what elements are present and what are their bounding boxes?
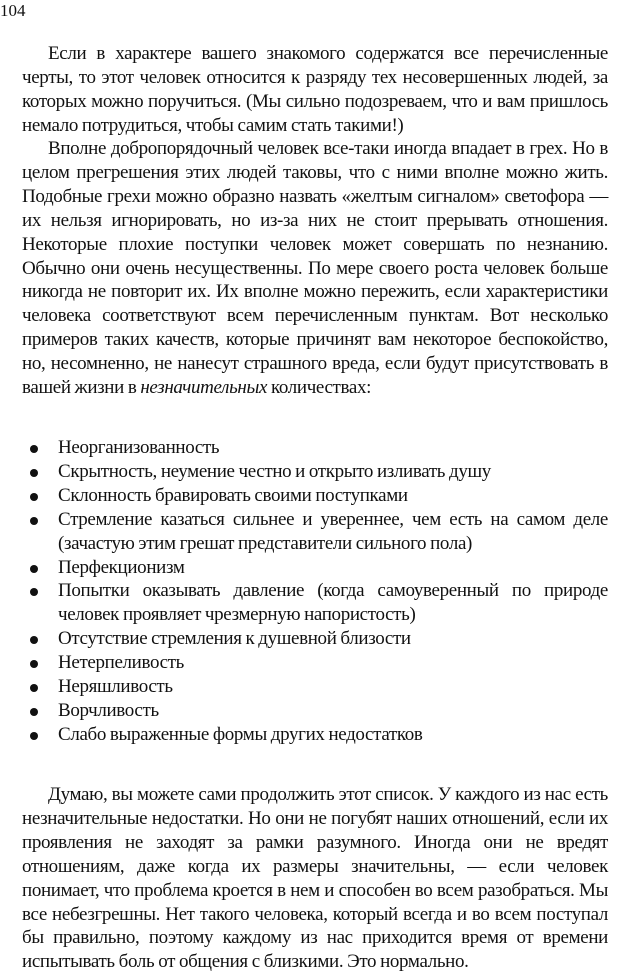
paragraph-intro: Если в характере вашего знакомого содержатся все перечисленные черты, то этот человек относится к разряду тех несовершенных людей, за которых можно поручиться. (Мы сильно подозреваем, что и вам пришлось немало потрудиться, чтобы самим стать такими!) xyxy=(22,43,608,136)
bullet-icon xyxy=(30,732,38,740)
paragraph-minor-sins-ending: количествах: xyxy=(267,377,372,399)
bullet-icon xyxy=(30,660,38,668)
list-item xyxy=(22,699,608,723)
list-item-text: Скрытность, неумение честно и открыто изливать душу xyxy=(58,460,491,482)
bullet-icon xyxy=(30,684,38,692)
list-item xyxy=(22,484,608,508)
bullet-icon xyxy=(30,517,38,525)
bullet-icon xyxy=(30,469,38,477)
bullet-icon xyxy=(30,445,38,453)
list-item xyxy=(22,675,608,699)
list-item xyxy=(22,723,608,747)
bullet-icon xyxy=(30,493,38,501)
page-number: 104 xyxy=(0,1,26,20)
list-item xyxy=(22,508,608,556)
bullet-icon xyxy=(30,565,38,573)
emphasis-insignificant: незначительных xyxy=(140,377,268,399)
paragraph-minor-sins-text: Вполне добропорядочный человек все-таки иногда впадает в грех. Но в целом прегрешения этих людей таковы, что с ними вполне можно жить. Подобные грехи можно образно назвать «желтым сигналом» светофора — их нельзя игнорировать, но из-за них не стоит прерывать отношения. Некоторые плохие поступки человек может совершать по незнанию. Обычно они очень несущественны. По мере своего роста человек больше никогда не повторит их. Их вполне можно пережить, если характеристики человека соответствуют всем перечисленным пунктам. Вот несколько примеров таких качеств, которые причинят вам некоторое беспокойство, но, несомненно, не нанесут страшного вреда, если будут присутствовать в вашей жизни в xyxy=(22,138,608,399)
list-item-text: Ворчливость xyxy=(58,699,159,721)
list-item xyxy=(22,460,608,484)
list-item xyxy=(22,436,608,460)
list-item-text: Перфекционизм xyxy=(58,556,185,578)
list-item-text: Нетерпеливость xyxy=(58,652,184,674)
list-item-text: Слабо выраженные формы других недостатков xyxy=(58,723,423,745)
bullet-icon xyxy=(30,708,38,716)
list-item-text: Склонность бравировать своими поступками xyxy=(58,484,408,506)
list-item-text: Неорганизованность xyxy=(58,437,220,458)
list-item-text: Отсутствие стремления к душевной близости xyxy=(58,628,411,650)
paragraph-minor-sins xyxy=(22,137,608,400)
list-item-text: Попытки оказывать давление (когда самоуверенный по природе человек проявляет чрезмерную напористость) xyxy=(58,580,608,626)
paragraph-conclusion: Думаю, вы можете сами продолжить этот список. У каждого из нас есть незначительные недостатки. Но они не погубят наших отношений, если их проявления не заходят за рамки разумного. Иногда они не вредят отношениям, даже когда их размеры значительны, — если человек понимает, что проблема кроется в нем и способен во всем разобраться. Мы все небезгрешны. Нет такого человека, который всегда и во всем поступал бы правильно, поэтому каждому из нас приходится время от времени испытывать боль от общения с близкими. Это нормально. xyxy=(22,784,608,973)
bullet-icon xyxy=(30,588,38,596)
list-item xyxy=(22,556,608,580)
flaws-list xyxy=(22,436,608,747)
list-item xyxy=(22,579,608,627)
list-item-text: Неряшливость xyxy=(58,676,173,698)
list-item xyxy=(22,627,608,651)
list-item-text: Стремление казаться сильнее и увереннее, чем есть на самом деле (зачастую этим грешат представители сильного пола) xyxy=(58,508,608,554)
list-item xyxy=(22,651,608,675)
bullet-icon xyxy=(30,636,38,644)
